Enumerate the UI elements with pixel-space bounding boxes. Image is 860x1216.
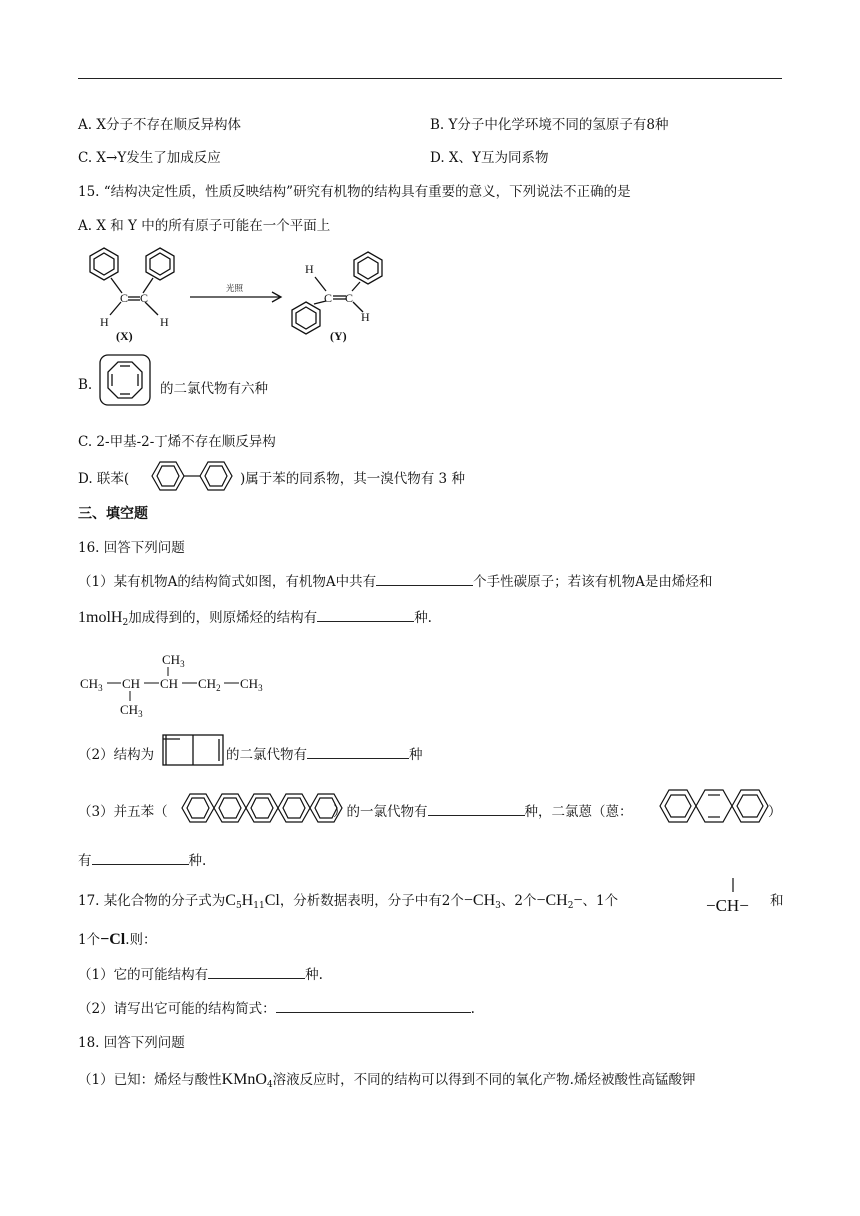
q14-option-d: D. X、Y互为同系物: [430, 150, 549, 166]
q16-part3-close: ）: [768, 804, 782, 820]
section-title: 三、填空题: [78, 506, 148, 522]
q16-part2-label: （2）结构为: [78, 747, 155, 763]
q17-part1: （1）它的可能结构有 种.: [78, 963, 323, 983]
q16-stem: 16. 回答下列问题: [78, 540, 185, 556]
x-atom-c1: C: [120, 291, 129, 305]
svg-text:−CH−: −CH−: [706, 896, 749, 915]
q15-stem: 15. “结构决定性质，性质反映结构”研究有机物的结构具有重要的意义，下列说法不正确的是: [78, 184, 631, 200]
q17-line2: 1个−Cl.则：: [78, 931, 157, 948]
x-atom-c2: C: [140, 291, 149, 305]
x-atom-h2: H: [160, 315, 169, 329]
q15-option-b-prefix: B.: [78, 377, 93, 393]
y-atom-c1: C: [324, 291, 333, 305]
y-atom-h1: H: [305, 262, 314, 276]
svg-text:CH3: $CH_3$: [80, 676, 103, 693]
q14-option-b: B. Y分子中化学环境不同的氢原子有8种: [430, 117, 669, 133]
svg-text:CH3: $CH_3$: [120, 702, 143, 719]
y-atom-c2: C: [345, 291, 354, 305]
q16-part3-text: ）的一氯代物有 种，二氯蒽（蒽：: [333, 800, 633, 820]
blank-structure-formula[interactable]: [276, 998, 471, 1013]
y-atom-h2: H: [361, 310, 370, 324]
q15-option-b-text: 的二氯代物有六种: [160, 381, 268, 397]
q18-part1: （1）已知：烯烃与酸性KMnO$_4$溶液反应时，不同的结构可以得到不同的氧化产物.烯烃被酸性高锰酸钾: [78, 1071, 696, 1090]
svg-text:CH: CH: [122, 676, 141, 691]
q16-part1-line1: （1）某有机物A的结构简式如图，有机物A中共有 个手性碳原子；若该有机物A是由烯烃和: [78, 570, 712, 590]
x-atom-h1: H: [100, 315, 109, 329]
q15-option-d-text: )属于苯的同系物，其一溴代物有 3 种: [240, 471, 465, 487]
label-y: (Y): [330, 329, 347, 343]
svg-text:CH: CH: [160, 676, 179, 691]
svg-text:CH3: $CH_3$: [162, 652, 185, 669]
q16-part1-line2: 1molH$_2$加成得到的，则原烯烃的结构有 种.: [78, 609, 432, 628]
q17-part2: （2）请写出它可能的结构简式： .: [78, 997, 475, 1017]
svg-text:CH2: $CH_2$: [198, 676, 221, 693]
q18-stem: 18. 回答下列问题: [78, 1035, 185, 1051]
q16-part3-label: （3）并五苯（: [78, 804, 168, 820]
q15-option-d-prefix: D. 联苯(: [78, 471, 130, 487]
svg-text:CH3: $CH_3$: [240, 676, 263, 693]
label-x: (X): [116, 329, 133, 343]
q17-and: 和: [770, 893, 784, 909]
q15-option-c: C. 2-甲基-2-丁烯不存在顺反异构: [78, 434, 276, 450]
q14-option-a: A. X分子不存在顺反异构体: [78, 117, 241, 133]
q14-option-c: C. X→Y发生了加成反应: [78, 150, 221, 166]
reaction-condition: 光照: [226, 283, 244, 293]
q17-line1: 17. 某化合物的分子式为$C_5H_{11}Cl$，分析数据表明，分子中有2个$-CH_3$、2个$-CH_2-$、1个: [78, 892, 619, 911]
q16-part2-text: 的二氯代物有 种: [226, 743, 423, 763]
blank-structure-count[interactable]: [208, 964, 305, 979]
q15-option-a: A. X 和 Y 中的所有原子可能在一个平面上: [78, 218, 331, 234]
q16-part3-line2: 有 种.: [78, 849, 206, 869]
